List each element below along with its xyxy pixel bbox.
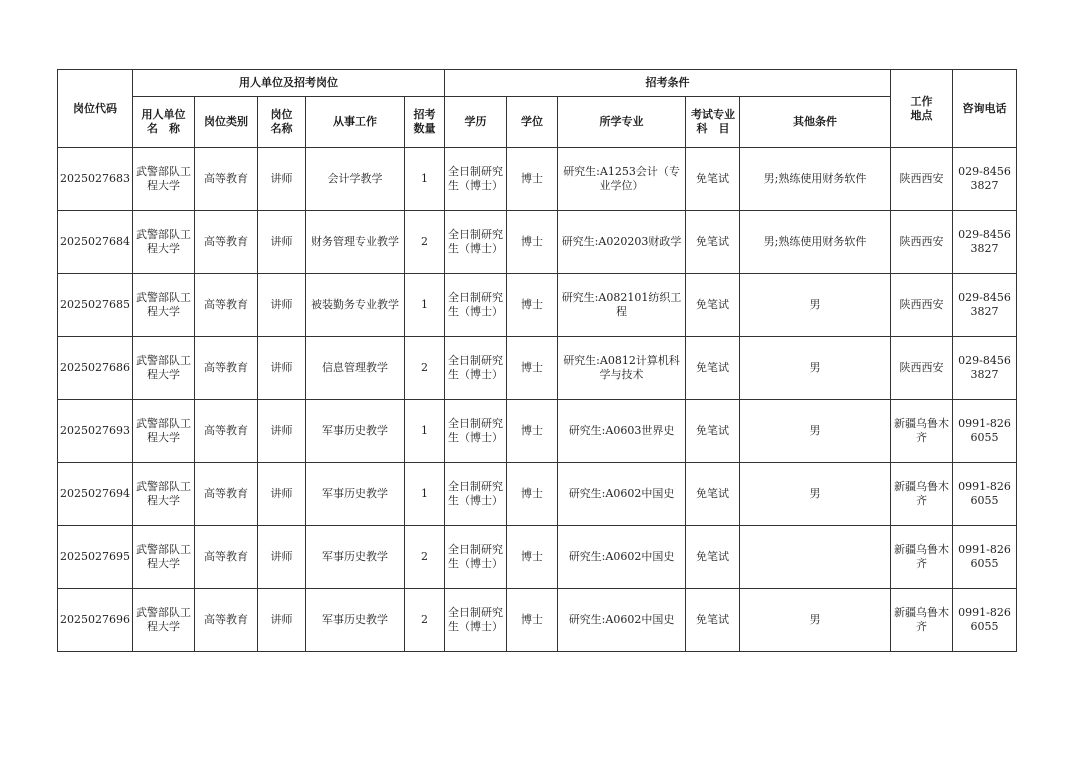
cell-work: 军事历史教学 [306,463,405,526]
cell-count: 2 [405,526,445,589]
cell-post: 讲师 [258,274,306,337]
cell-category: 高等教育 [195,463,258,526]
cell-post-code: 2025027683 [58,148,133,211]
cell-phone: 029-84563827 [953,211,1017,274]
cell-location: 新疆乌鲁木齐 [891,589,953,652]
cell-unit: 武警部队工程大学 [133,526,195,589]
cell-education: 全日制研究生（博士） [445,148,507,211]
header-work-location [891,70,953,148]
cell-work: 军事历史教学 [306,526,405,589]
cell-degree: 博士 [507,400,558,463]
header-group-unit: 用人单位及招考岗位 [133,70,445,97]
cell-phone: 0991-8266055 [953,589,1017,652]
cell-unit: 武警部队工程大学 [133,337,195,400]
cell-location: 新疆乌鲁木齐 [891,463,953,526]
cell-other: 男 [740,274,891,337]
cell-category: 高等教育 [195,526,258,589]
cell-work: 信息管理教学 [306,337,405,400]
cell-education: 全日制研究生（博士） [445,274,507,337]
cell-exam: 免笔试 [686,148,740,211]
cell-major: 研究生:A0812计算机科学与技术 [558,337,686,400]
cell-post: 讲师 [258,400,306,463]
cell-location: 新疆乌鲁木齐 [891,400,953,463]
cell-phone: 0991-8266055 [953,400,1017,463]
cell-exam: 免笔试 [686,211,740,274]
cell-post-code: 2025027693 [58,400,133,463]
cell-education: 全日制研究生（博士） [445,463,507,526]
cell-exam: 免笔试 [686,589,740,652]
cell-work: 军事历史教学 [306,589,405,652]
cell-exam: 免笔试 [686,400,740,463]
header-degree: 学位 [507,97,558,148]
cell-phone: 029-84563827 [953,148,1017,211]
cell-phone: 0991-8266055 [953,526,1017,589]
cell-exam: 免笔试 [686,463,740,526]
header-work-content: 从事工作 [306,97,405,148]
cell-work: 被装勤务专业教学 [306,274,405,337]
cell-other: 男 [740,463,891,526]
table-row [58,211,1017,274]
cell-count: 1 [405,400,445,463]
cell-post-code: 2025027686 [58,337,133,400]
cell-major: 研究生:A0603世界史 [558,400,686,463]
cell-degree: 博士 [507,589,558,652]
cell-count: 1 [405,463,445,526]
cell-post: 讲师 [258,526,306,589]
cell-degree: 博士 [507,211,558,274]
header-post-category: 岗位类别 [195,97,258,148]
cell-category: 高等教育 [195,337,258,400]
cell-phone: 029-84563827 [953,274,1017,337]
cell-education: 全日制研究生（博士） [445,589,507,652]
header-exam-subject-text: 考试专业科 目 [691,108,736,135]
cell-other: 男 [740,400,891,463]
cell-other: 男;熟练使用财务软件 [740,148,891,211]
cell-post: 讲师 [258,463,306,526]
cell-degree: 博士 [507,463,558,526]
header-post-name [258,97,306,148]
cell-work: 军事历史教学 [306,400,405,463]
recruitment-table [57,69,1017,652]
cell-category: 高等教育 [195,148,258,211]
cell-phone: 0991-8266055 [953,463,1017,526]
cell-education: 全日制研究生（博士） [445,400,507,463]
header-other-conditions: 其他条件 [740,97,891,148]
cell-post-code: 2025027684 [58,211,133,274]
cell-other: 男;熟练使用财务软件 [740,211,891,274]
cell-count: 1 [405,148,445,211]
cell-major: 研究生:A082101纺织工程 [558,274,686,337]
cell-education: 全日制研究生（博士） [445,337,507,400]
cell-degree: 博士 [507,337,558,400]
cell-degree: 博士 [507,148,558,211]
cell-unit: 武警部队工程大学 [133,400,195,463]
cell-education: 全日制研究生（博士） [445,211,507,274]
cell-work: 会计学教学 [306,148,405,211]
header-exam-subject [686,97,740,148]
header-unit-name-text: 用人单位名 称 [141,108,186,135]
cell-location: 陕西西安 [891,337,953,400]
cell-location: 新疆乌鲁木齐 [891,526,953,589]
cell-work: 财务管理专业教学 [306,211,405,274]
header-work-location-text: 工作地点 [910,94,933,122]
cell-major: 研究生:A020203财政学 [558,211,686,274]
table-row [58,526,1017,589]
cell-unit: 武警部队工程大学 [133,148,195,211]
cell-major: 研究生:A0602中国史 [558,463,686,526]
cell-count: 1 [405,274,445,337]
cell-post-code: 2025027695 [58,526,133,589]
cell-major: 研究生:A0602中国史 [558,589,686,652]
cell-unit: 武警部队工程大学 [133,463,195,526]
header-major: 所学专业 [558,97,686,148]
header-group-conditions: 招考条件 [445,70,891,97]
cell-count: 2 [405,211,445,274]
cell-exam: 免笔试 [686,526,740,589]
cell-major: 研究生:A1253会计（专业学位） [558,148,686,211]
cell-location: 陕西西安 [891,274,953,337]
header-post-name-text: 岗位名称 [270,108,293,135]
header-unit-name [133,97,195,148]
cell-category: 高等教育 [195,274,258,337]
cell-location: 陕西西安 [891,148,953,211]
cell-category: 高等教育 [195,211,258,274]
cell-exam: 免笔试 [686,337,740,400]
cell-major: 研究生:A0602中国史 [558,526,686,589]
cell-category: 高等教育 [195,589,258,652]
cell-unit: 武警部队工程大学 [133,211,195,274]
cell-other: 男 [740,337,891,400]
header-post-code: 岗位代码 [58,70,133,148]
table-row [58,148,1017,211]
cell-degree: 博士 [507,274,558,337]
cell-post: 讲师 [258,337,306,400]
cell-unit: 武警部队工程大学 [133,589,195,652]
cell-post: 讲师 [258,148,306,211]
cell-degree: 博士 [507,526,558,589]
cell-education: 全日制研究生（博士） [445,526,507,589]
table-header [58,70,1017,148]
cell-count: 2 [405,589,445,652]
cell-post-code: 2025027685 [58,274,133,337]
table-row [58,337,1017,400]
cell-post: 讲师 [258,211,306,274]
cell-other [740,526,891,589]
cell-location: 陕西西安 [891,211,953,274]
table-body [58,148,1017,652]
table-row [58,274,1017,337]
cell-post-code: 2025027694 [58,463,133,526]
cell-post-code: 2025027696 [58,589,133,652]
cell-phone: 029-84563827 [953,337,1017,400]
table-row [58,400,1017,463]
header-contact-phone: 咨询电话 [953,70,1017,148]
cell-count: 2 [405,337,445,400]
cell-exam: 免笔试 [686,274,740,337]
header-recruit-count [405,97,445,148]
table-row [58,589,1017,652]
cell-other: 男 [740,589,891,652]
cell-category: 高等教育 [195,400,258,463]
cell-unit: 武警部队工程大学 [133,274,195,337]
table-row [58,463,1017,526]
cell-post: 讲师 [258,589,306,652]
header-education: 学历 [445,97,507,148]
header-recruit-count-text: 招考数量 [413,108,436,135]
